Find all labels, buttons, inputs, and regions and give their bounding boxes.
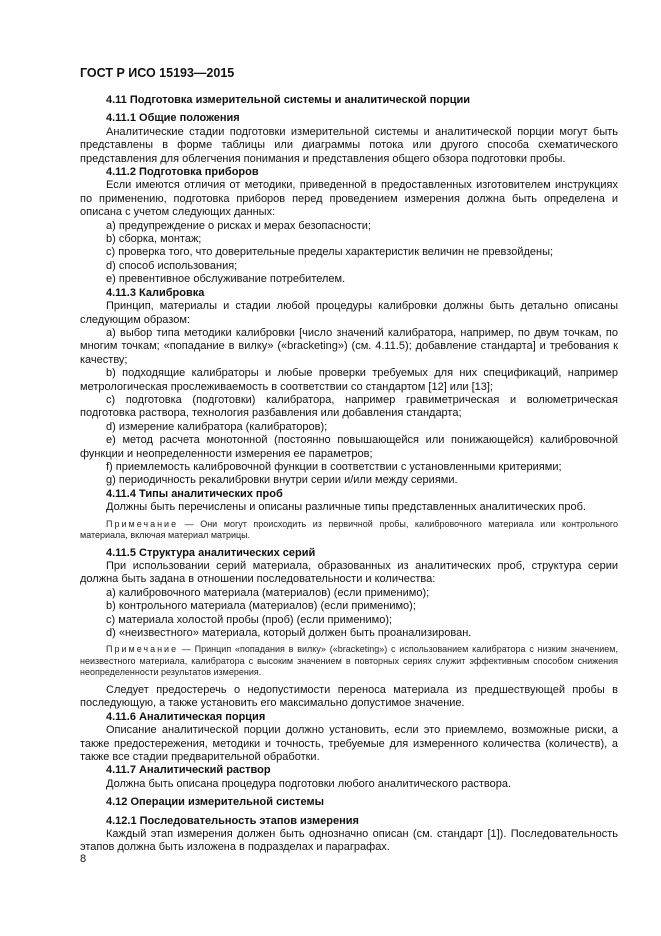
- page-content: [80, 94, 618, 855]
- list-item: c) подготовка (подготовки) калибратора, например гравиметрическая и волюметрическая подготовка раствора, технология разбавления или добавления стандарта;: [80, 393, 618, 420]
- document-header: ГОСТ Р ИСО 15193—2015: [80, 66, 235, 80]
- paragraph: Следует предостеречь о недопустимости переноса материала из предшествующей пробы в последующую, а также установить его максимально допустимое значение.: [80, 683, 618, 710]
- paragraph: Должна быть описана процедура подготовки любого аналитического раствора.: [106, 777, 512, 790]
- section-heading-4-11-1: 4.11.1 Общие положения: [106, 112, 240, 125]
- paragraph: При использовании серий материала, образованных из аналитических проб, структура серии должна быть задана в отношении последовательности и количества:: [80, 560, 618, 586]
- list-item: a) калибровочного материала (материалов) (если применимо);: [106, 586, 430, 599]
- note: [80, 519, 618, 542]
- page-number: 8: [80, 853, 87, 865]
- list-item: d) измерение калибратора (калибраторов);: [106, 420, 328, 433]
- note-label: Примечание: [106, 644, 179, 655]
- note: [80, 644, 618, 679]
- list-item: g) периодичность рекалибровки внутри серии и/или между сериями.: [106, 474, 458, 487]
- note-text: — Принцип «попадания в вилку» («bracketing») с использованием калибратора с низким значением, неизвестного материала, калибратора с высоким значением в повторных сериях служит эффективным способом снижения неопределенности результатов измерения.: [80, 644, 618, 678]
- list-item: b) контрольного материала (материалов) (если применимо);: [106, 600, 416, 613]
- section-heading-4-11-4: 4.11.4 Типы аналитических проб: [106, 487, 283, 500]
- list-item: a) предупреждение о рисках и мерах безопасности;: [106, 219, 371, 232]
- list-item: b) сборка, монтаж;: [106, 233, 202, 246]
- section-heading-4-11-7: 4.11.7 Аналитический раствор: [106, 764, 271, 777]
- section-heading-4-11: 4.11 Подготовка измерительной системы и аналитической порции: [106, 94, 471, 106]
- paragraph: Принцип, материалы и стадии любой процедуры калибровки должны быть детально описаны следующим образом:: [80, 300, 618, 326]
- section-heading-4-11-3: 4.11.3 Калибровка: [106, 286, 205, 299]
- paragraph: Каждый этап измерения должен быть однозначно описан (см. стандарт [1]). Последовательность этапов должна быть изложена в подразделах и параграфах.: [80, 828, 618, 854]
- list-item: e) превентивное обслуживание потребителем.: [106, 273, 346, 286]
- list-item: a) выбор типа методики калибровки [число значений калибратора, например, по двум точкам, по многим точкам; «попадание в вилку» («bracketing») (см. 4.11.5); добавление стандарта] и требования к качеству;: [80, 326, 618, 366]
- section-heading-4-12: 4.12 Операции измерительной системы: [106, 796, 324, 809]
- section-heading-4-11-6: 4.11.6 Аналитическая порция: [106, 710, 266, 723]
- section-heading-4-12-1: 4.12.1 Последовательность этапов измерения: [106, 814, 359, 827]
- list-item: b) подходящие калибраторы и любые проверки требуемых для них спецификаций, например метрологическая прослеживаемость в соответствии со стандартом [12] или [13];: [80, 367, 618, 393]
- paragraph: Если имеются отличия от методики, приведенной в предоставленных изготовителем инструкциях по применению, подготовка приборов перед проведением измерения должна быть определена и описана с учетом следующих данных:: [80, 179, 618, 219]
- section-heading-4-11-5: 4.11.5 Структура аналитических серий: [106, 546, 316, 559]
- note-text: — Они могут происходить из первичной пробы, калибровочного материала или контрольного материала, включая материал матрицы.: [80, 518, 618, 541]
- list-item: c) материала холостой пробы (проб) (если применимо);: [106, 613, 393, 626]
- paragraph: Описание аналитической порции должно установить, если это приемлемо, возможные риски, а также предостережения, методики и точность, требуемые для измеренного количества (количеств), а также все стадии предварительной обработки.: [80, 724, 618, 763]
- list-item: e) метод расчета монотонной (постоянно повышающейся или понижающейся) калибровочной функции и неопределенности измерения ее параметров;: [80, 434, 618, 460]
- list-item: d) способ использования;: [106, 259, 238, 272]
- paragraph: Должны быть перечислены и описаны различные типы представленных аналитических проб.: [106, 501, 586, 514]
- list-item: f) приемлемость калибровочной функции в соответствии с установленными критериями;: [106, 460, 562, 473]
- note-label: Примечание: [106, 518, 179, 529]
- list-item: c) проверка того, что доверительные пределы характеристик величин не превзойдены;: [106, 246, 554, 259]
- paragraph: Аналитические стадии подготовки измерительной системы и аналитической порции могут быть представлены в форме таблицы или диаграммы потока или другого способа схематического представления для облегчения понимания и представления общего обзора подготовки пробы.: [80, 125, 618, 165]
- list-item: d) «неизвестного» материала, который должен быть проанализирован.: [106, 627, 472, 640]
- section-heading-4-11-2: 4.11.2 Подготовка приборов: [106, 166, 259, 179]
